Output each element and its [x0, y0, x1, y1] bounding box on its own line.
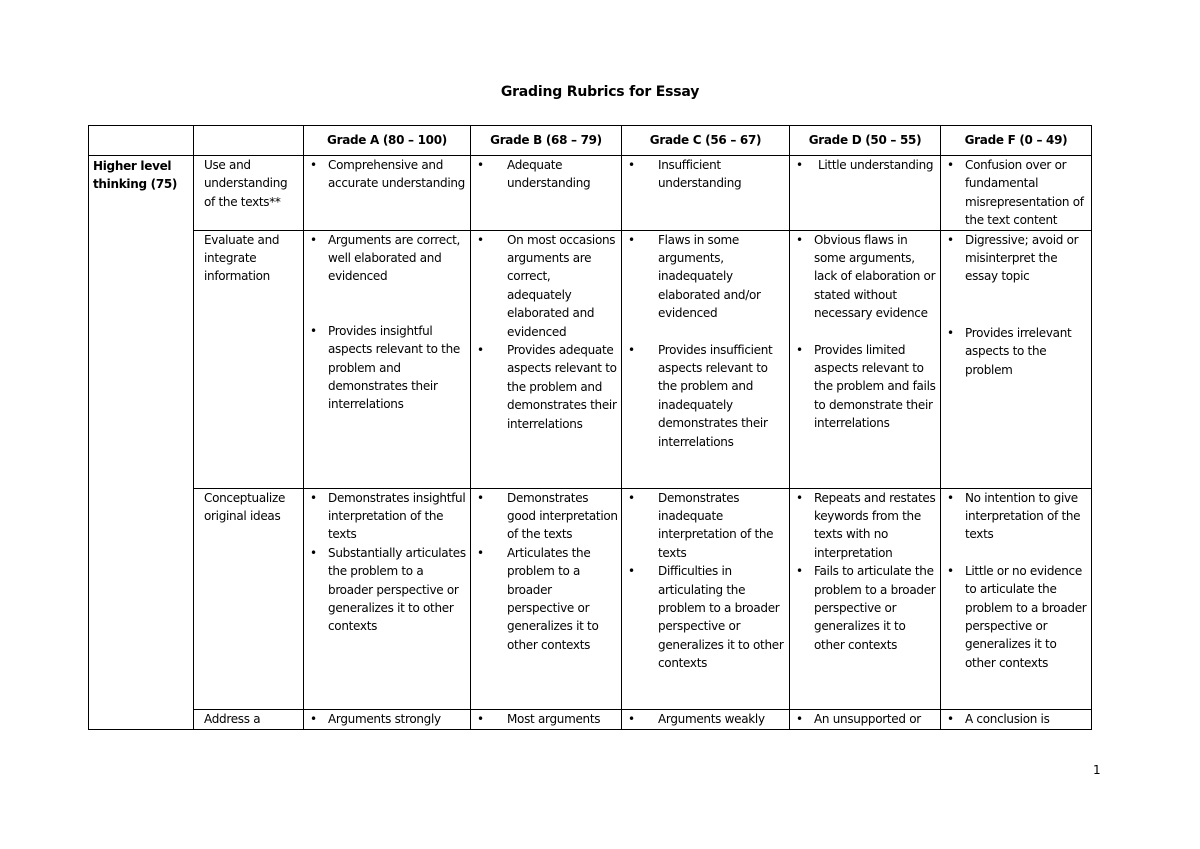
header-grade-d: Grade D (50 – 55): [790, 126, 941, 156]
list-item: • Arguments strongly: [314, 710, 467, 728]
header-grade-a: Grade A (80 – 100): [304, 126, 471, 156]
page-number: 1: [1093, 763, 1101, 777]
list-item: • Flaws in some arguments, inadequately elaborated and/or evidenced: [632, 231, 786, 323]
list-item: • Obvious flaws in some arguments, lack of elaboration or stated without necessary evidence: [800, 231, 937, 323]
list-item: • Substantially articulates the problem to a broader perspective or generalizes it to other contexts: [314, 544, 467, 636]
header-grade-f: Grade F (0 – 49): [941, 126, 1092, 156]
list-item: • Insufficient understanding: [632, 156, 786, 193]
list-item: • Provides limited aspects relevant to the problem and fails to demonstrate their interrelations: [800, 341, 937, 433]
list-item: • Provides irrelevant aspects to the problem: [951, 324, 1088, 379]
list-item: • Most arguments: [481, 710, 618, 728]
list-item: • Provides adequate aspects relevant to the problem and demonstrates their interrelations: [481, 341, 618, 433]
list-item: • Comprehensive and accurate understanding: [314, 156, 467, 193]
grade-d-cell: [790, 156, 941, 231]
header-grade-b: Grade B (68 – 79): [471, 126, 622, 156]
grade-a-cell: [304, 156, 471, 231]
grade-d-cell: [790, 709, 941, 729]
list-item: • Little or no evidence to articulate the problem to a broader perspective or generalizes it to other contexts: [951, 562, 1088, 672]
grade-a-cell: [304, 709, 471, 729]
grade-c-cell: [622, 488, 790, 709]
criterion-cell: Evaluate and integrate information: [194, 230, 304, 488]
grade-b-cell: [471, 488, 622, 709]
list-item: • Arguments weakly: [632, 710, 786, 728]
list-item: • On most occasions arguments are correct, adequately elaborated and evidenced: [481, 231, 618, 341]
list-item: • Demonstrates insightful interpretation of the texts: [314, 489, 467, 544]
grade-b-cell: [471, 709, 622, 729]
criterion-cell: Use and understanding of the texts**: [194, 156, 304, 231]
header-criterion: [194, 126, 304, 156]
grade-b-cell: [471, 230, 622, 488]
table-row: [89, 156, 1092, 231]
grade-c-cell: [622, 156, 790, 231]
grade-a-cell: [304, 230, 471, 488]
table-row: [89, 709, 1092, 729]
grade-c-cell: [622, 230, 790, 488]
grade-a-cell: [304, 488, 471, 709]
list-item: • Demonstrates inadequate interpretation of the texts: [632, 489, 786, 563]
grade-f-cell: [941, 230, 1092, 488]
grade-f-cell: [941, 156, 1092, 231]
list-item: • Provides insufficient aspects relevant to the problem and inadequately demonstrates their interrelations: [632, 341, 786, 451]
list-item: • Digressive; avoid or misinterpret the essay topic: [951, 231, 1088, 286]
list-item: • Demonstrates good interpretation of the texts: [481, 489, 618, 544]
list-item: • No intention to give interpretation of the texts: [951, 489, 1088, 544]
list-item: • Adequate understanding: [481, 156, 618, 193]
list-item: • Articulates the problem to a broader perspective or generalizes it to other contexts: [481, 544, 618, 654]
grade-d-cell: [790, 230, 941, 488]
rubric-table: [88, 125, 1092, 730]
list-item: • An unsupported or: [800, 710, 937, 728]
grade-f-cell: [941, 488, 1092, 709]
list-item: • Little understanding: [800, 156, 937, 174]
list-item: • Provides insightful aspects relevant to the problem and demonstrates their interrelations: [314, 322, 467, 414]
table-row: [89, 488, 1092, 709]
grade-d-cell: [790, 488, 941, 709]
list-item: • Arguments are correct, well elaborated and evidenced: [314, 231, 467, 286]
header-category: [89, 126, 194, 156]
criterion-cell: Conceptualize original ideas: [194, 488, 304, 709]
grade-c-cell: [622, 709, 790, 729]
grade-b-cell: [471, 156, 622, 231]
document-title: Grading Rubrics for Essay: [500, 84, 700, 100]
table-row: [89, 230, 1092, 488]
grade-f-cell: [941, 709, 1092, 729]
list-item: • Fails to articulate the problem to a broader perspective or generalizes it to other contexts: [800, 562, 937, 654]
list-item: • Confusion over or fundamental misrepresentation of the text content: [951, 156, 1088, 230]
category-cell: Higher level thinking (75): [89, 156, 194, 730]
list-item: • Difficulties in articulating the problem to a broader perspective or generalizes it to other contexts: [632, 562, 786, 672]
header-row: [89, 126, 1092, 156]
list-item: • A conclusion is: [951, 710, 1088, 728]
criterion-cell: Address a: [194, 709, 304, 729]
header-grade-c: Grade C (56 – 67): [622, 126, 790, 156]
list-item: • Repeats and restates keywords from the texts with no interpretation: [800, 489, 937, 563]
